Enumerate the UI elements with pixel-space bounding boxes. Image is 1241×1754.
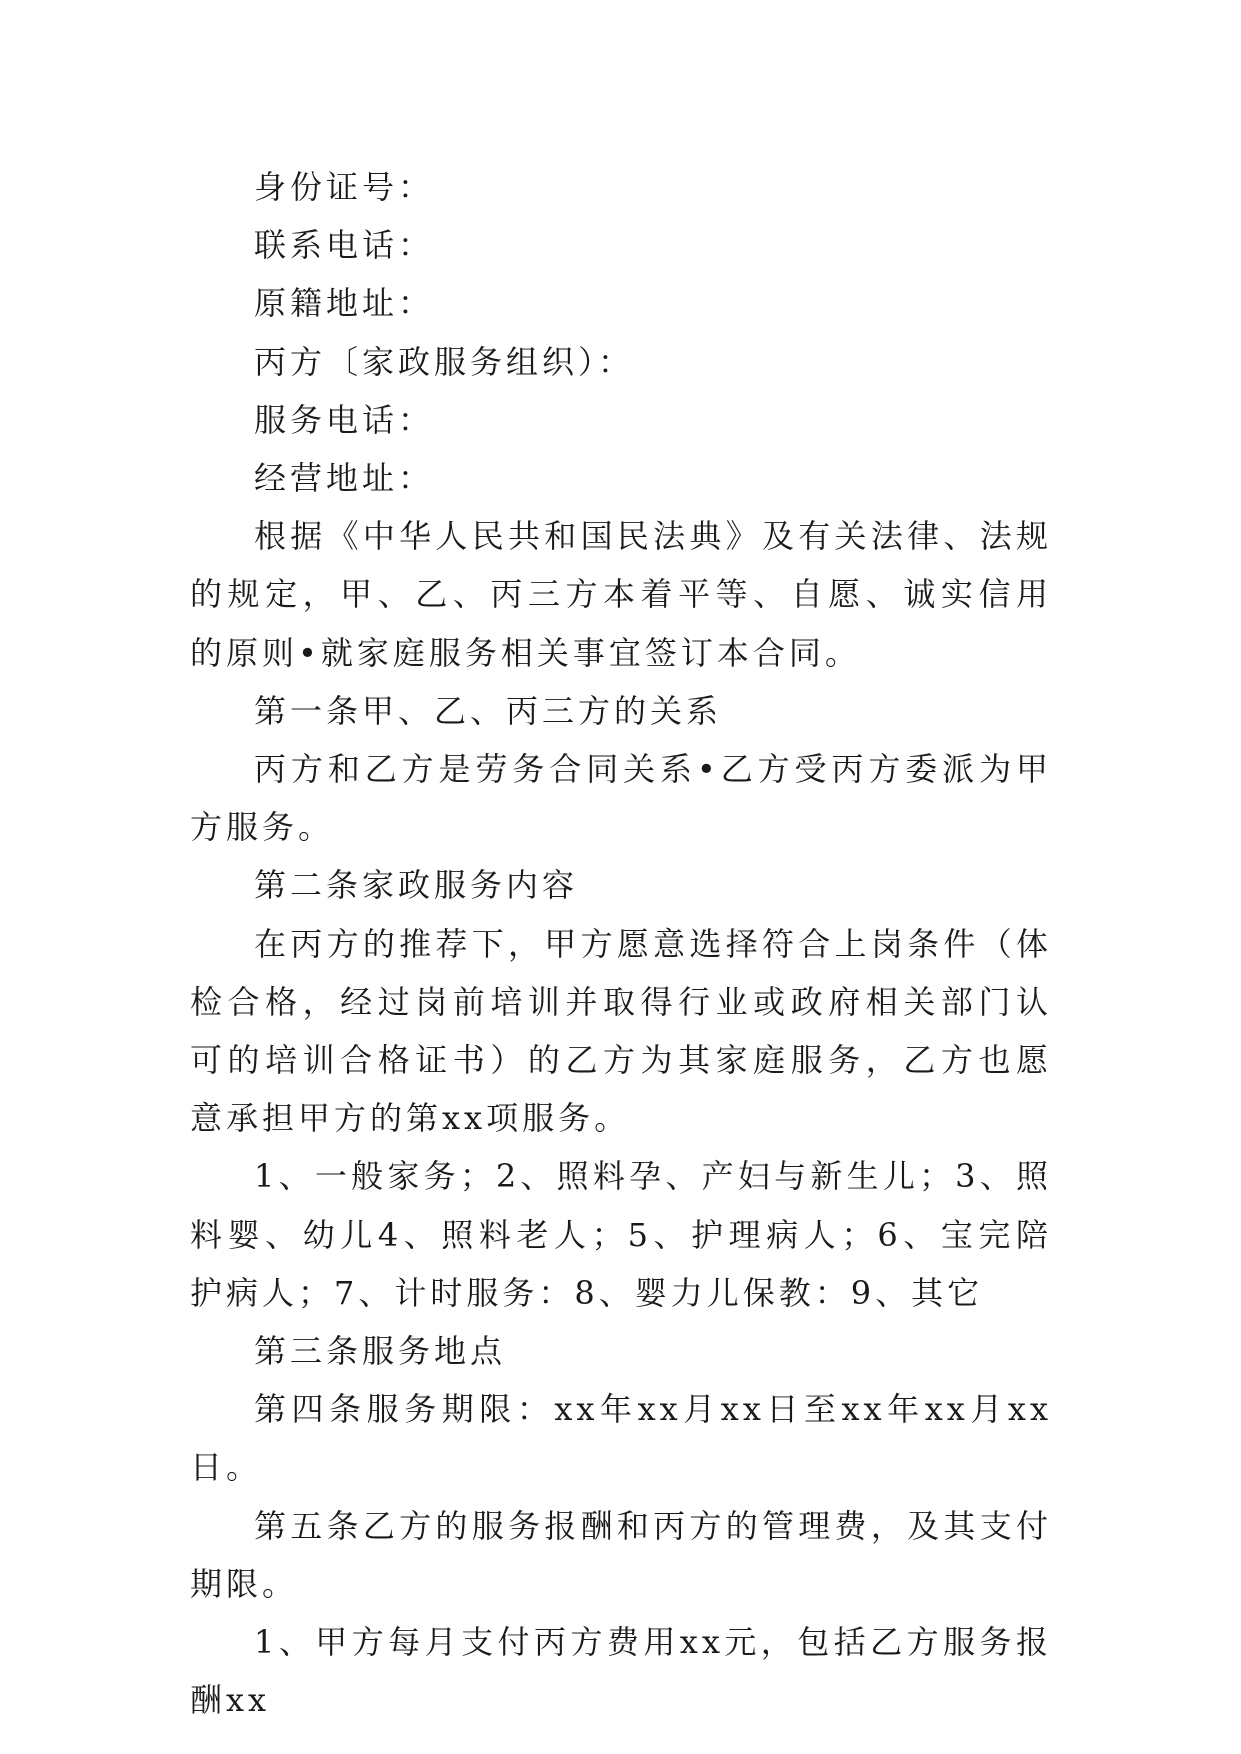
business-address-field-label: 经营地址： bbox=[254, 459, 435, 498]
service-items-list: 1、一般家务；2、照料孕、产妇与新生儿；3、照料婴、幼儿4、照料老人；5、护理病人；6、宝完陪护病人；7、计时服务：8、婴力儿保教：9、其它 bbox=[190, 1157, 1052, 1312]
service-phone-field-label: 服务电话： bbox=[254, 400, 435, 439]
article-2-body: 在丙方的推荐下，甲方愿意选择符合上岗条件（体检合格，经过岗前培训并取得行业或政府相关部门认可的培训合格证书）的乙方为其家庭服务，乙方也愿意承担甲方的第xx项服务。 bbox=[190, 924, 1052, 1138]
contract-body bbox=[190, 158, 1052, 1729]
article-4-heading: 第四条服务期限：xx年xx月xx日至xx年xx月xx日。 bbox=[190, 1390, 1052, 1487]
article-5-item-1: 1、甲方每月支付丙方费用xx元，包括乙方服务报酬xx bbox=[190, 1623, 1052, 1720]
id-number-field-label: 身份证号： bbox=[254, 168, 435, 206]
article-2-heading: 第二条家政服务内容 bbox=[254, 866, 579, 905]
phone-field-label: 联系电话： bbox=[254, 226, 435, 265]
article-5-heading: 第五条乙方的服务报酬和丙方的管理费，及其支付期限。 bbox=[190, 1506, 1052, 1603]
party-c-label: 丙方〔家政服务组织）： bbox=[254, 342, 635, 381]
origin-address-field-label: 原籍地址： bbox=[254, 284, 435, 323]
article-1-heading: 第一条甲、乙、丙三方的关系 bbox=[254, 691, 723, 730]
article-1-body: 丙方和乙方是劳务合同关系•乙方受丙方委派为甲方服务。 bbox=[190, 750, 1052, 847]
article-3-heading: 第三条服务地点 bbox=[254, 1332, 507, 1371]
preamble-paragraph: 根据《中华人民共和国民法典》及有关法律、法规的规定，甲、乙、丙三方本着平等、自愿、诚实信用的原则•就家庭服务相关事宜签订本合同。 bbox=[190, 517, 1052, 672]
